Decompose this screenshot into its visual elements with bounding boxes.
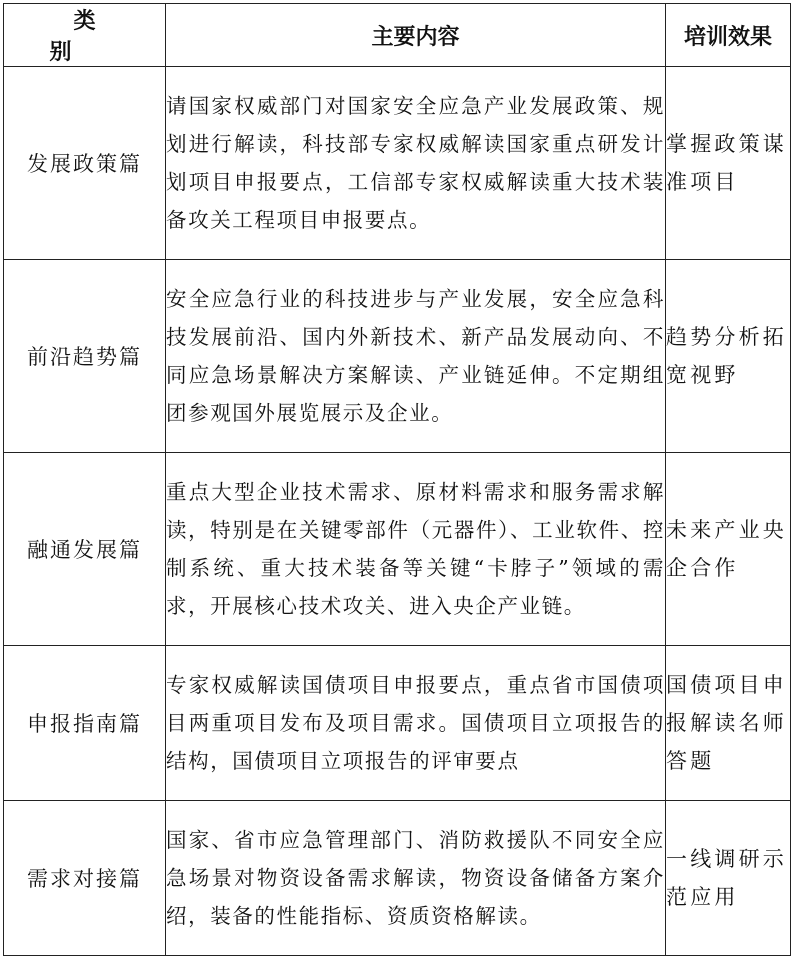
category-cell: 需求对接篇 — [4, 801, 166, 956]
category-cell: 申报指南篇 — [4, 646, 166, 801]
table-row — [4, 67, 791, 260]
header-row — [4, 4, 791, 67]
header-effect: 培训效果 — [666, 4, 791, 67]
category-cell: 前沿趋势篇 — [4, 260, 166, 453]
content-cell: 专家权威解读国债项目申报要点，重点省市国债项目两重项目发布及项目需求。国债项目立项报告的结构，国债项目立项报告的评审要点 — [166, 646, 666, 801]
table-row — [4, 453, 791, 646]
effect-cell: 未来产业央企合作 — [666, 453, 791, 646]
category-cell: 发展政策篇 — [4, 67, 166, 260]
training-table — [3, 3, 791, 956]
effect-cell: 一线调研示范应用 — [666, 801, 791, 956]
table-row — [4, 646, 791, 801]
content-cell: 重点大型企业技术需求、原材料需求和服务需求解读，特别是在关键零部件（元器件）、工业软件、控制系统、重大技术装备等关键“卡脖子”领域的需求，开展核心技术攻关、进入央企产业链。 — [166, 453, 666, 646]
table-row — [4, 801, 791, 956]
content-cell: 国家、省市应急管理部门、消防救援队不同安全应急场景对物资设备需求解读，物资设备储备方案介绍，装备的性能指标、资质资格解读。 — [166, 801, 666, 956]
table-row — [4, 260, 791, 453]
category-cell: 融通发展篇 — [4, 453, 166, 646]
effect-cell: 国债项目申报解读名师答题 — [666, 646, 791, 801]
content-cell: 安全应急行业的科技进步与产业发展，安全应急科技发展前沿、国内外新技术、新产品发展动向、不同应急场景解决方案解读、产业链延伸。不定期组团参观国外展览展示及企业。 — [166, 260, 666, 453]
effect-cell: 趋势分析拓宽视野 — [666, 260, 791, 453]
header-category: 类 别 — [4, 4, 166, 67]
header-content: 主要内容 — [166, 4, 666, 67]
effect-cell: 掌握政策谋准项目 — [666, 67, 791, 260]
content-cell: 请国家权威部门对国家安全应急产业发展政策、规划进行解读，科技部专家权威解读国家重点研发计划项目申报要点，工信部专家权威解读重大技术装备攻关工程项目申报要点。 — [166, 67, 666, 260]
